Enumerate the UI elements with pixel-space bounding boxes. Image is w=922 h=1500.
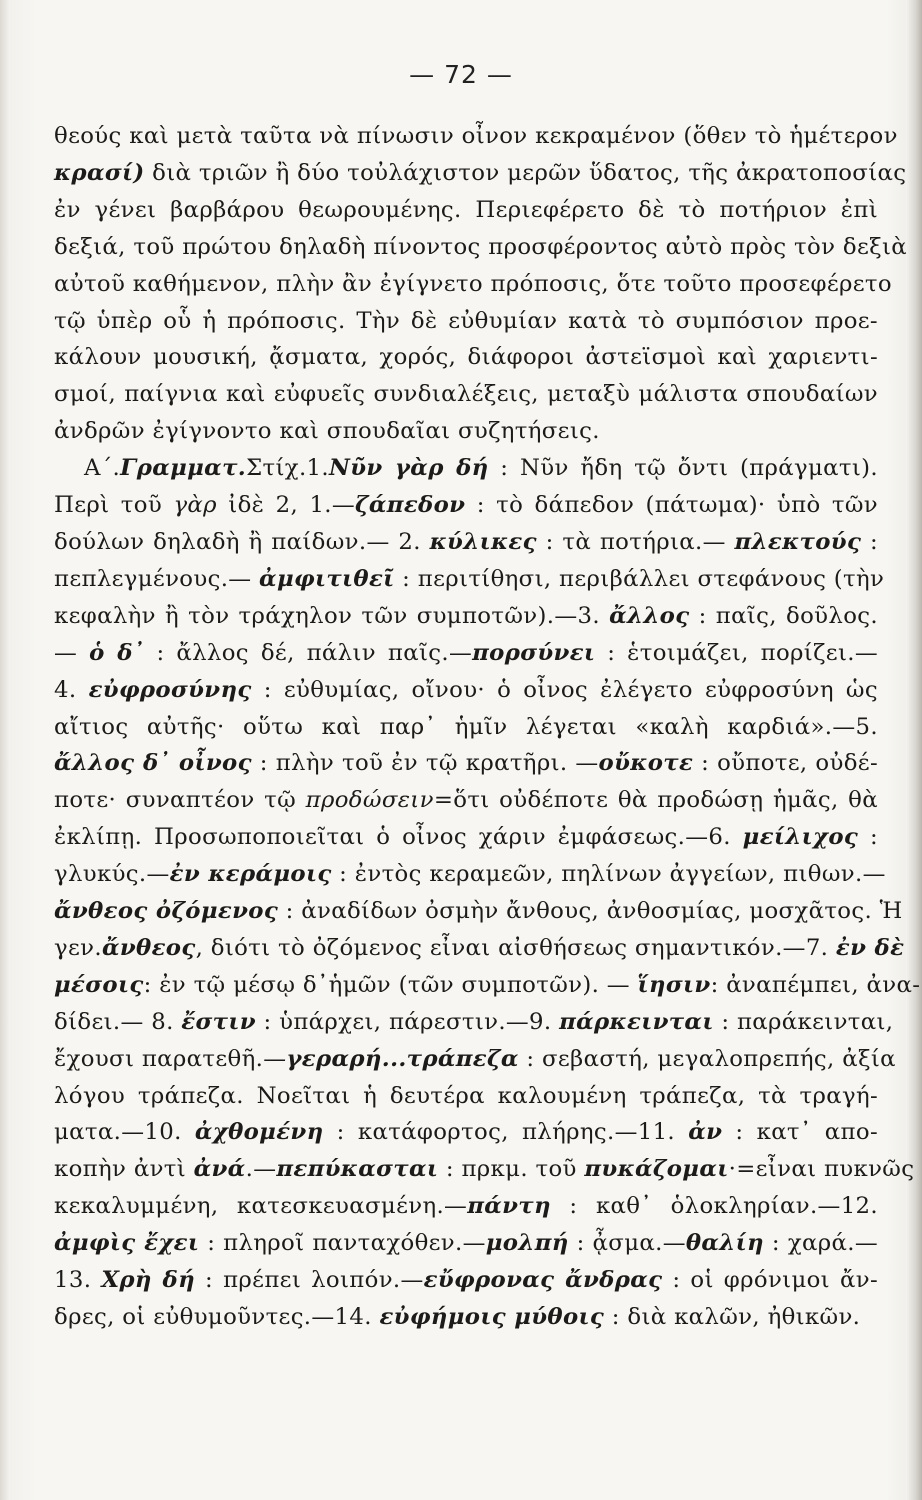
emphasized-term: πυκάζομαι <box>584 1156 729 1183</box>
text-run: δίδει.— 8. <box>54 1008 182 1035</box>
emphasized-term: Χρὴ δή <box>101 1267 195 1294</box>
text-line <box>54 856 886 893</box>
emphasized-term: ἄνθεος <box>101 934 196 961</box>
emphasized-term: ἄνθεος ὀζόμενος <box>54 898 279 925</box>
text-run: : τὸ δάπεδον (πάτωμα)· ὑπὸ τῶν <box>465 492 879 519</box>
text-line <box>54 118 898 155</box>
text-run: : ἑτοιμάζει, πορίζει.— <box>595 639 878 666</box>
emphasized-term: πορσύνει <box>472 639 596 666</box>
text-run: ματα.—10. <box>54 1119 195 1146</box>
text-run: : ὑπάρχει, πάρεστιν.—9. <box>255 1008 560 1035</box>
text-line <box>54 635 878 672</box>
text-run: ·=εἶναι πυκνῶς <box>728 1156 915 1183</box>
text-line <box>54 709 878 746</box>
text-line <box>54 930 905 967</box>
text-run: 4. <box>54 676 89 703</box>
text-line <box>54 1078 878 1115</box>
emphasized-term: κύλικες <box>429 528 537 555</box>
text-run: δούλων δηλαδὴ ἢ παίδων.— 2. <box>54 528 430 555</box>
text-line <box>54 524 878 561</box>
emphasized-term: μείλιχος <box>742 824 859 851</box>
emphasized-term: γεραρή...τράπεζα <box>286 1045 519 1072</box>
text-run: : πλὴν τοῦ ἐν τῷ κρατῆρι. — <box>251 750 599 777</box>
text-line <box>54 339 878 376</box>
text-run: γεν. <box>54 934 102 961</box>
emphasized-term: Νῦν γὰρ δή <box>329 455 489 482</box>
emphasized-term: μέσοις <box>54 971 144 998</box>
text-run: κοπὴν ἀντὶ <box>54 1156 194 1183</box>
text-line <box>54 192 878 229</box>
text-run: λόγου τράπεζα. Νοεῖται ἡ δευτέρα καλουμένη τράπεζα, τὰ τραγή- <box>54 1082 878 1109</box>
text-run: : καθ᾽ ὁλοκληρίαν.—12. <box>550 1193 878 1220</box>
text-line <box>54 1299 878 1336</box>
text-run: : παῖς, δοῦλος. <box>689 602 878 629</box>
text-run: διὰ τριῶν ἢ δύο τοὐλάχιστον μερῶν ὕδατος, τῆς ἀκρατοποσίας <box>144 159 907 186</box>
text-line <box>54 413 878 450</box>
emphasized-term: εὐφροσύνης <box>88 676 252 703</box>
text-line <box>54 745 878 782</box>
text-line <box>54 598 878 635</box>
text-line <box>54 487 878 524</box>
text-run: , διότι τὸ ὀζόμενος εἶναι αἰσθήσεως σημαντικόν.—7. <box>195 934 836 961</box>
page-number: — 72 — <box>409 60 513 89</box>
text-line <box>54 1262 878 1299</box>
emphasized-term: γὰρ <box>173 492 217 519</box>
emphasized-term: πλεκτούς <box>734 528 862 555</box>
text-run: αἴτιος αὐτῆς· οὕτω καὶ παρ᾽ ἡμῖν λέγεται «καλὴ καρδιά».—5. <box>54 713 878 740</box>
text-run: : <box>861 528 878 555</box>
emphasized-term: ἔστιν <box>181 1008 256 1035</box>
text-line <box>54 1225 878 1262</box>
text-run: 13. <box>54 1267 102 1294</box>
text-line <box>54 1041 896 1078</box>
text-run: : κατάφορτος, πλήρης.—11. <box>323 1119 689 1146</box>
text-line <box>54 1151 915 1188</box>
text-run: : περιτίθησι, περιβάλλει στεφάνους (τὴν <box>394 565 885 592</box>
text-run: ἐκλίπῃ. Προσωποποιεῖται ὁ οἶνος χάριν ἐμφάσεως.—6. <box>54 824 743 851</box>
text-run: : τὰ ποτήρια.— <box>536 528 735 555</box>
text-run: : ἀναδίδων ὀσμὴν ἄνθους, ἀνθοσμίας, μοσχᾶτος. Ἡ <box>278 898 903 925</box>
text-run: ἀνδρῶν ἐγίγνοντο καὶ σπουδαῖαι συζητήσεις. <box>54 418 600 445</box>
text-run: — <box>54 639 90 666</box>
text-line <box>54 782 878 819</box>
emphasized-term: ἵησιν <box>637 971 711 998</box>
text-line <box>54 303 878 340</box>
text-run: : οἱ φρόνιμοι ἄν- <box>662 1267 879 1294</box>
text-run: δεξιά, τοῦ πρώτου δηλαδὴ πίνοντος προσφέροντος αὐτὸ πρὸς τὸν δεξιὰ <box>54 233 908 260</box>
text-run: : ἐν τῷ μέσῳ δ᾽ἡμῶν (τῶν συμποτῶν). — <box>143 971 638 998</box>
text-run: : <box>858 824 878 851</box>
text-line <box>54 155 907 192</box>
text-line <box>54 967 921 1004</box>
text-run: : ἀναπέμπει, ἀνα- <box>710 971 921 998</box>
page-edge-shadow <box>906 0 922 1500</box>
text-run: : πληροῖ πανταχόθεν.— <box>199 1230 486 1257</box>
text-run: =ὅτι οὐδέποτε θὰ προδώσῃ ἡμᾶς, θὰ <box>433 787 878 814</box>
emphasized-term: ἀμφιτιθεῖ <box>259 565 395 592</box>
text-run: : εὐθυμίας, οἴνου· ὁ οἶνος ἐλέγετο εὐφροσύνη ὡς <box>251 676 878 703</box>
text-run: κάλουν μουσική, ᾄσματα, χορός, διάφοροι ἀστεϊσμοὶ καὶ χαριεντι- <box>54 344 878 371</box>
text-run: τῷ ὑπὲρ οὗ ἡ πρόποσις. Τὴν δὲ εὐθυμίαν κατὰ τὸ συμπόσιον προε- <box>54 307 878 334</box>
text-line <box>54 672 878 709</box>
text-run: : διὰ καλῶν, ἠθικῶν. <box>604 1304 861 1330</box>
emphasized-term: ἐν δὲ <box>835 934 905 961</box>
text-run: : ἄλλος δέ, πάλιν παῖς.— <box>144 639 473 666</box>
emphasized-term: θαλίη <box>685 1230 764 1257</box>
text-line <box>54 561 885 598</box>
text-line <box>54 1114 878 1151</box>
text-line <box>54 893 903 930</box>
text-run: θεούς καὶ μετὰ ταῦτα νὰ πίνωσιν οἶνον κεκραμένον (ὅθεν τὸ ἡμέτερον <box>54 123 898 149</box>
text-run: : χαρά.— <box>763 1230 878 1257</box>
text-run: κεκαλυμμένη, κατεσκευασμένη.— <box>54 1193 468 1220</box>
emphasized-term: πεπύκασται <box>276 1156 439 1183</box>
emphasized-term: ἀν <box>688 1119 723 1146</box>
text-run: : ᾆσμα.— <box>568 1230 686 1257</box>
emphasized-term: εὐφήμοις μύθοις <box>379 1304 605 1330</box>
text-run: ἔχουσι παρατεθῆ.— <box>54 1045 287 1072</box>
text-run: : σεβαστή, μεγαλοπρεπής, ἀξία <box>518 1045 896 1072</box>
text-line <box>54 450 878 487</box>
text-line <box>54 819 878 856</box>
emphasized-term: ἀνά <box>193 1156 246 1183</box>
text-run: ποτε· συναπτέον τῷ <box>54 787 306 814</box>
emphasized-term: ζάπεδον <box>355 492 466 519</box>
text-run: σμοί, παίγνια καὶ εὐφυεῖς συνδιαλέξεις, μεταξὺ μάλιστα σπουδαίων <box>54 381 878 408</box>
text-run: : παράκεινται, <box>713 1008 894 1035</box>
text-run: .— <box>245 1156 277 1183</box>
emphasized-term: ὁ δ᾽ <box>89 639 145 666</box>
text-run: : κατ᾽ απο- <box>722 1119 879 1146</box>
text-run: Περὶ τοῦ <box>54 492 174 519</box>
emphasized-term: πάντη <box>467 1193 551 1220</box>
text-run: Α΄. <box>84 455 121 482</box>
text-line <box>54 1188 878 1225</box>
text-run: ἐν γένει βαρβάρου θεωρουμένης. Περιεφέρετο δὲ τὸ ποτήριον ἐπὶ <box>54 196 878 223</box>
text-run: γλυκύς.— <box>54 861 170 888</box>
text-run: : πρκμ. τοῦ <box>438 1156 585 1183</box>
emphasized-term: ἀμφὶς ἔχει <box>54 1230 200 1257</box>
emphasized-term: προδώσειν <box>305 787 434 814</box>
text-line <box>54 376 878 413</box>
text-run: ἰδὲ 2, 1.— <box>216 492 356 519</box>
text-run: : πρέπει λοιπόν.— <box>195 1267 424 1294</box>
text-run: δρες, οἱ εὐθυμοῦντες.—14. <box>54 1304 380 1330</box>
text-run: Στίχ.1. <box>246 455 329 482</box>
emphasized-term: πάρκεινται <box>559 1008 714 1035</box>
text-run: : Νῦν ἤδη τῷ ὄντι (πράγματι). <box>488 455 878 482</box>
text-run: αὐτοῦ καθήμενον, πλὴν ἂν ἐγίγνετο πρόποσις, ὅτε τοῦτο προσεφέρετο <box>54 270 892 297</box>
emphasized-term: ἀχθομένη <box>194 1119 324 1146</box>
emphasized-term: ἐν κεράμοις <box>169 861 332 888</box>
text-run: : οὔποτε, οὐδέ- <box>693 750 878 777</box>
text-run: κεφαλὴν ἢ τὸν τράχηλον τῶν συμποτῶν).—3. <box>54 602 610 629</box>
emphasized-term: κρασί) <box>54 159 145 186</box>
text-line <box>54 229 908 266</box>
emphasized-term: Γραμματ. <box>120 455 247 482</box>
emphasized-term: ἄλλος <box>609 602 690 629</box>
page-gutter-shadow <box>0 0 10 1500</box>
emphasized-term: ἄλλος δ᾽ οἶνος <box>54 750 252 777</box>
emphasized-term: εὔφρονας ἄνδρας <box>423 1267 663 1294</box>
body-text <box>54 118 921 1336</box>
emphasized-term: μολπή <box>485 1230 569 1257</box>
emphasized-term: οὔκοτε <box>598 750 694 777</box>
text-run: πεπλεγμένους.— <box>54 565 260 592</box>
text-run: : ἐντὸς κεραμεῶν, πηλίνων ἀγγείων, πιθων.— <box>331 861 886 888</box>
text-line <box>54 1004 894 1041</box>
text-line <box>54 266 892 303</box>
